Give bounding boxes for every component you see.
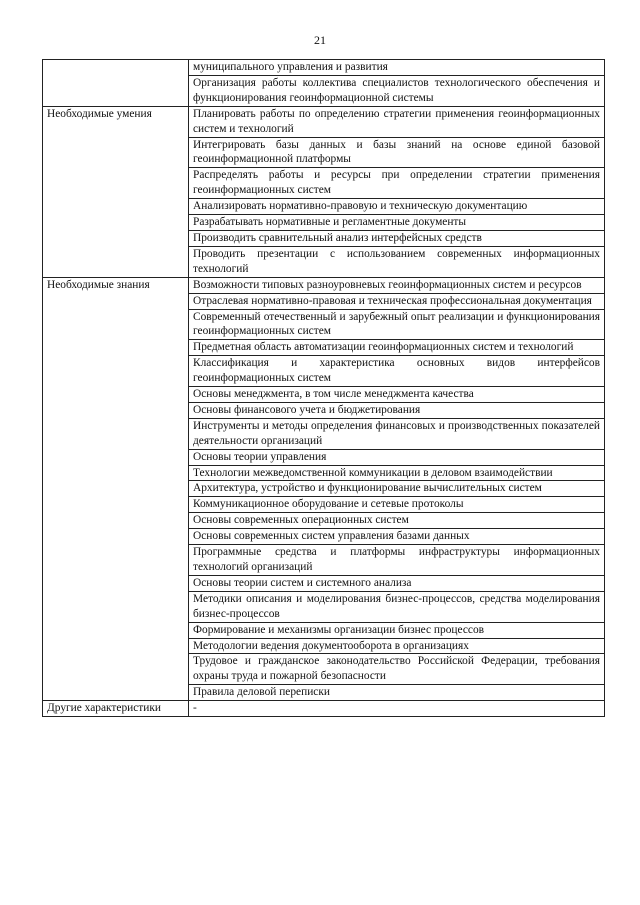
requirement-item: Разрабатывать нормативные и регламентные документы [189,215,605,231]
requirement-item: Трудовое и гражданское законодательство Российской Федерации, требования охраны труда и пожарной безопасности [189,654,605,685]
section-label [43,60,189,107]
qualification-table [42,59,605,717]
requirement-item: муниципального управления и развития [189,60,605,76]
requirement-item: Основы теории систем и системного анализа [189,575,605,591]
table-body [43,60,605,717]
requirement-item: Организация работы коллектива специалистов технологического обеспечения и функционирования геоинформационной системы [189,75,605,106]
table-row [43,60,605,76]
requirement-item: Основы финансового учета и бюджетирования [189,402,605,418]
requirement-item: Планировать работы по определению стратегии применения геоинформационных систем и технологий [189,106,605,137]
requirement-item: Основы современных операционных систем [189,513,605,529]
requirement-item: Технологии межведомственной коммуникации в деловом взаимодействии [189,465,605,481]
page-number: 21 [314,33,326,47]
requirement-item: Отраслевая нормативно-правовая и техническая профессиональная документация [189,293,605,309]
requirement-item: Правила деловой переписки [189,685,605,701]
requirement-item: Классификация и характеристика основных видов интерфейсов геоинформационных систем [189,356,605,387]
requirement-item: Анализировать нормативно-правовую и техническую документацию [189,199,605,215]
requirement-item: Основы менеджмента, в том числе менеджмента качества [189,387,605,403]
requirement-item: Основы теории управления [189,449,605,465]
table-row [43,277,605,293]
requirement-item: Предметная область автоматизации геоинформационных систем и технологий [189,340,605,356]
requirement-item: Интегрировать базы данных и базы знаний на основе единой базовой геоинформационной платформы [189,137,605,168]
requirement-item: Методики описания и моделирования бизнес-процессов, средства моделирования бизнес-процессов [189,591,605,622]
table-row [43,701,605,717]
requirement-item: Формирование и механизмы организации бизнес процессов [189,622,605,638]
requirement-item: Программные средства и платформы инфраструктуры информационных технологий организаций [189,545,605,576]
section-label: Необходимые умения [43,106,189,277]
requirement-item: Распределять работы и ресурсы при определении стратегии применения геоинформационных систем [189,168,605,199]
requirement-item: Архитектура, устройство и функционирование вычислительных систем [189,481,605,497]
requirement-item: Инструменты и методы определения финансовых и производственных показателей деятельности организаций [189,418,605,449]
requirement-item: - [189,701,605,717]
requirement-item: Возможности типовых разноуровневых геоинформационных систем и ресурсов [189,277,605,293]
requirement-item: Проводить презентации с использованием современных информационных технологий [189,246,605,277]
section-label: Другие характеристики [43,701,189,717]
table-row [43,106,605,137]
requirement-item: Основы современных систем управления базами данных [189,529,605,545]
requirement-item: Современный отечественный и зарубежный опыт реализации и функционирования геоинформационных систем [189,309,605,340]
requirement-item: Методологии ведения документооборота в организациях [189,638,605,654]
requirement-item: Производить сравнительный анализ интерфейсных средств [189,230,605,246]
requirement-item: Коммуникационное оборудование и сетевые протоколы [189,497,605,513]
section-label: Необходимые знания [43,277,189,700]
